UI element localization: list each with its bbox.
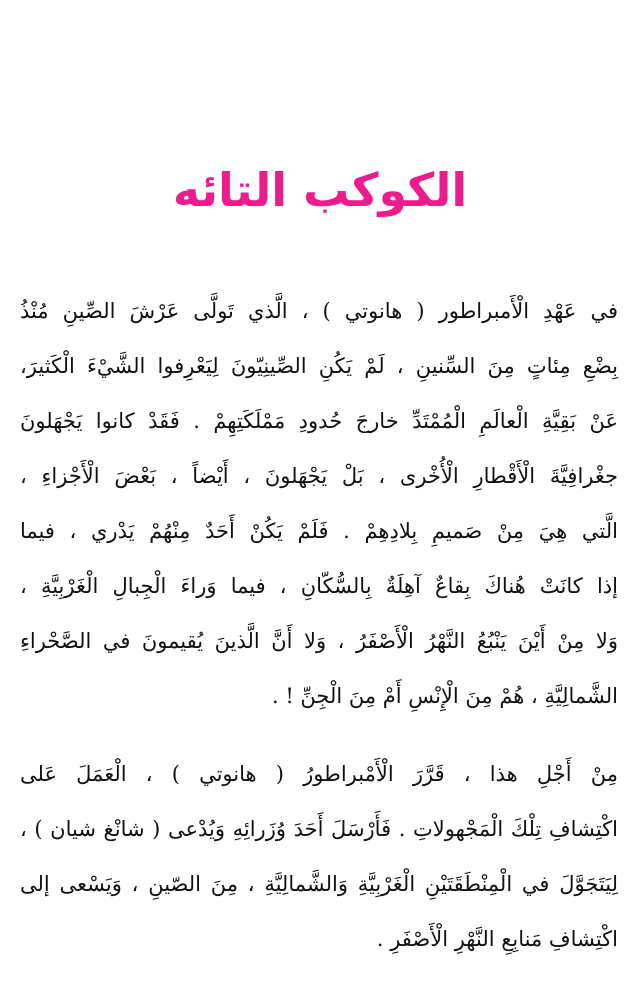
text-line: لِيَتَجَوَّلَ في الْمِنْطَقَتَيْنِ الْغَرْبِيَّةِ وَالشَّمالِيَّةِ ، مِنَ الصّينِ ، وَيَسْعى إلى (20, 872, 618, 896)
text-line: إذا كانَتْ هُناكَ بِقاعٌ آهِلَةٌ بِالسُّكّانِ ، فيما وَراءَ الْجِبالِ الْغَرْبِيَّةِ ، (20, 574, 618, 598)
text-line: مِنْ أَجْلِ هذا ، قَرَّرَ الْأَمْبراطورُ ( هانوتي ) ، الْعَمَلَ عَلى (20, 762, 618, 786)
text-line: وَلا مِنْ أَيْنَ يَنْبُعُ النَّهْرُ الْأَصْفَرُ ، وَلا أَنَّ الَّذينَ يُقيمونَ في الصَّحْراءِ (20, 629, 618, 653)
text-line: الشَّمالِيَّةِ ، هُمْ مِنَ الْإِنْسِ أَمْ مِنَ الْجِنِّ ! . (271, 684, 618, 708)
text-line: بِضْعِ مِئاتٍ مِنَ السِّنينِ ، لَمْ يَكُنِ الصِّينِيّونَ لِيَعْرِفوا الشَّيْءَ الْكَثيرَ، (20, 354, 618, 378)
text-line: الَّتي هِيَ مِنْ صَميمِ بِلادِهِمْ . فَلَمْ يَكُنْ أَحَدٌ مِنْهُمْ يَدْري ، فيما (20, 519, 618, 543)
text-line: جغْرافِيَّةَ الْأَقْطارِ الْأُخْرى ، بَلْ يَجْهَلونَ ، أَيْضاً ، بَعْضَ الْأَجْزاءِ ، (20, 464, 618, 488)
paragraph-2 (20, 747, 618, 967)
text-line: اكْتِشافِ مَنابِعِ النَّهْرِ الْأَصْفَرِ . (376, 927, 618, 951)
paragraph-1 (20, 284, 618, 724)
text-line: في عَهْدِ الْأَمبراطور ( هانوتي ) ، الَّذي تَولَّى عَرْشَ الصِّينِ مُنْذُ (20, 299, 618, 323)
text-line: عَنْ بَقِيَّةِ الْعالَمِ الْمُمْتَدِّ خارجَ حُدودِ مَمْلَكَتِهِمْ . فَقَدْ كانوا يَجْهَلونَ (20, 409, 618, 433)
chapter-title: الكوكب التائه (172, 163, 468, 217)
text-line: اكْتِشافِ تِلْكَ الْمَجْهولاتِ . فَأَرْسَلَ أَحَدَ وُزَرائِهِ وَيُدْعى ( شانْغ شيان ) ، (20, 817, 618, 841)
